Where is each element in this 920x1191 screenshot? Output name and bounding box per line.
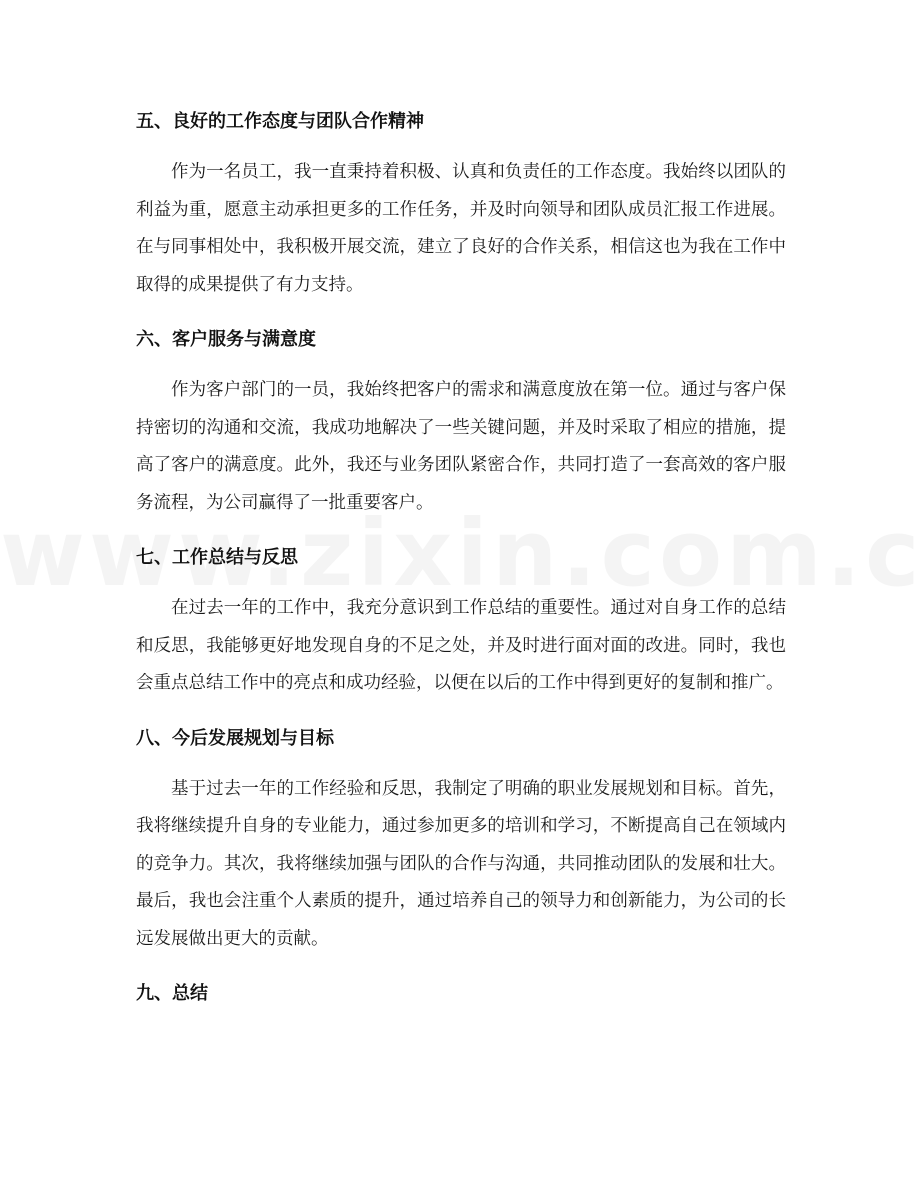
section-heading: 九、总结 xyxy=(136,983,208,1004)
section-heading: 六、客户服务与满意度 xyxy=(136,329,316,350)
section-paragraph: 基于过去一年的工作经验和反思，我制定了明确的职业发展规划和目标。首先，我将继续提升自身的专业能力，通过参加更多的培训和学习，不断提高自己在领域内的竞争力。其次，我将继续加强与团队的合作与沟通，共同推动团队的发展和壮大。最后，我也会注重个人素质的提升，通过培养自己的领导力和创新能力，为公司的长远发展做出更大的贡献。 xyxy=(136,778,786,949)
section-paragraph: 作为一名员工，我一直秉持着积极、认真和负责任的工作态度。我始终以团队的利益为重，愿意主动承担更多的工作任务，并及时向领导和团队成员汇报工作进展。在与同事相处中，我积极开展交流，建立了良好的合作关系，相信这也为我在工作中取得的成果提供了有力支持。 xyxy=(136,162,786,295)
section-7 xyxy=(136,538,786,703)
section-6 xyxy=(136,320,786,522)
section-paragraph: 作为客户部门的一员，我始终把客户的需求和满意度放在第一位。通过与客户保持密切的沟通和交流，我成功地解决了一些关键问题，并及时采取了相应的措施，提高了客户的满意度。此外，我还与业务团队紧密合作，共同打造了一套高效的客户服务流程，为公司赢得了一批重要客户。 xyxy=(136,380,786,513)
section-paragraph: 在过去一年的工作中，我充分意识到工作总结的重要性。通过对自身工作的总结和反思，我能够更好地发现自身的不足之处，并及时进行面对面的改进。同时，我也会重点总结工作中的亮点和成功经验，以便在以后的工作中得到更好的复制和推广。 xyxy=(136,598,786,693)
document-content xyxy=(136,102,786,1014)
section-heading: 五、良好的工作态度与团队合作精神 xyxy=(136,111,424,132)
section-9 xyxy=(136,974,786,1014)
section-5 xyxy=(136,102,786,304)
section-8 xyxy=(136,719,786,959)
section-heading: 七、工作总结与反思 xyxy=(136,547,298,568)
section-heading: 八、今后发展规划与目标 xyxy=(136,727,334,749)
